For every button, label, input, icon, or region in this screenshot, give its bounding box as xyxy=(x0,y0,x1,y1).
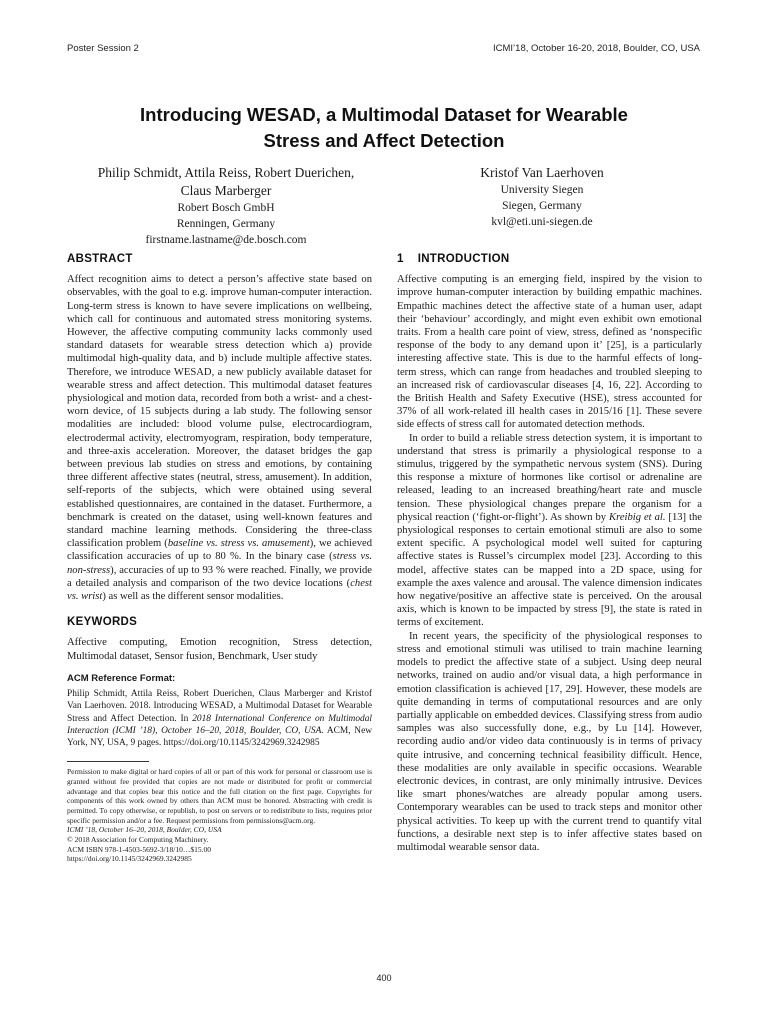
author-city: Siegen, Germany xyxy=(502,200,582,212)
permission-isbn: ACM ISBN 978-1-4503-5692-3/18/10…$15.00 xyxy=(67,844,211,854)
title-line-1: Introducing WESAD, a Multimodal Dataset for Wearable xyxy=(140,104,628,125)
permission-copyright: © 2018 Association for Computing Machinery. xyxy=(67,835,209,845)
introduction-heading: 1 INTRODUCTION xyxy=(397,253,510,265)
author-names-1: Philip Schmidt, Attila Reiss, Robert Duerichen, xyxy=(97,165,355,180)
author-org: Robert Bosch GmbH xyxy=(177,202,275,214)
footnote-divider xyxy=(67,761,149,762)
author-email: firstname.lastname@de.bosch.com xyxy=(145,234,307,246)
title-line-2: Stress and Affect Detection xyxy=(263,130,505,151)
acm-reference-heading: ACM Reference Format: xyxy=(67,672,176,684)
author-name: Kristof Van Laerhoven xyxy=(480,165,604,180)
intro-paragraph-1: Affective computing is an emerging field, inspired by the vision to improve human-computer interaction by building empathic machines. Empathic machines detect the affective state of a human user, adapt their ‘behaviour’ accordingly, and might even exhibit own emotional traits. From a health care point of view, stress, defined as ‘nonspecific response of the body to any demand upon it’ [25], is a particularly interesting affective state. This is due to the harmful effects of long-term stress, which can range from headaches and troubled sleeping to an increased risk of cardiovascular diseases [4, 16, 22]. According to the British Health and Safety Executive (HSE), stress accounted for 37% of all work-related ill health cases in 2015/16 [1]. These severe side effects of stress call for automated detection methods. xyxy=(397,274,702,431)
author-block-left xyxy=(67,164,385,248)
intro-paragraph-2: In order to build a reliable stress detection system, it is important to understand that stress is primarily a physiological response to a stimulus, triggered by the sympathetic nervous system (SNS). During this response a mixture of hormones like cortisol or adrenaline are released, leading to an increased breathing/heart rate and muscle tension. These physiological changes prepare the organism for a physical reaction (‘fight-or-flight’). As shown by Kreibig et al. [13] the physiological responses to certain emotional stimuli are also to some extent specific. A psychological model well suited for capturing affective states is Russel’s circumplex model [23]. According to this model, affective states can be mapped into a 2D space, using for example the axes valence and arousal. The valence dimension indicates how negative/positive an affective state is perceived. On the arousal axis, which is known to be impacted by stress [9], the state is rated in terms of excitement. xyxy=(397,432,702,629)
permission-venue: ICMI ’18, October 16–20, 2018, Boulder, CO, USA xyxy=(67,825,222,835)
acm-reference-text: Philip Schmidt, Attila Reiss, Robert Duerichen, Claus Marberger and Kristof Van Laerhoven. 2018. Introducing WESAD, a Multimodal Dataset for Wearable Stress and Affect Detection. In 2018 International Conference on Multimodal Interaction (ICMI ’18), October 16–20, 2018, Boulder, CO, USA. ACM, New York, NY, USA, 9 pages. https://doi.org/10.1145/3242969.3242985 xyxy=(67,689,373,748)
author-block-right xyxy=(383,164,701,230)
right-column xyxy=(397,253,702,854)
running-header-right: ICMI’18, October 16-20, 2018, Boulder, CO, USA xyxy=(493,43,700,54)
permission-doi: https://doi.org/10.1145/3242969.3242985 xyxy=(67,854,192,864)
paper-title xyxy=(67,102,701,154)
author-email: kvl@eti.uni-siegen.de xyxy=(491,216,593,228)
running-header-left: Poster Session 2 xyxy=(67,43,139,54)
abstract-heading: ABSTRACT xyxy=(67,253,133,265)
author-city: Renningen, Germany xyxy=(176,218,276,230)
keywords-text: Affective computing, Emotion recognition, Stress detection, Multimodal dataset, Sensor fusion, Benchmark, User study xyxy=(67,637,372,662)
left-column xyxy=(67,253,372,864)
author-org: University Siegen xyxy=(500,184,584,196)
abstract-text: Affect recognition aims to detect a person’s affective state based on observables, with the goal to e.g. improve human-computer interaction. Long-term stress is known to have severe implications on wellbeing, which call for continuous and automated stress monitoring systems. However, the affective computing community lacks commonly used standard datasets for wearable stress detection which a) provide multimodal high-quality data, and b) include multiple affective states. Therefore, we introduce WESAD, a new publicly available dataset for wearable stress and affect detection. This multimodal dataset features physiological and motion data, recorded from both a wrist- and a chest-worn device, of 15 subjects during a lab study. The following sensor modalities are included: blood volume pulse, electrocardiogram, electrodermal activity, electromyogram, respiration, body temperature, and three-axis acceleration. Moreover, the dataset bridges the gap between previous lab studies on stress and emotions, by containing three different affective states (neutral, stress, amusement). In addition, self-reports of the subjects, which were obtained using several established questionnaires, are contained in the dataset. Furthermore, a benchmark is created on the dataset, using well-known features and standard machine learning methods. Considering the three-class classification problem (baseline vs. stress vs. amusement), we achieved classification accuracies of up to 80 %. In the binary case (stress vs. non-stress), accuracies of up to 93 % were reached. Finally, we provide a detailed analysis and comparison of the two device locations (chest vs. wrist) as well as the different sensor modalities. xyxy=(67,274,372,603)
author-names-2: Claus Marberger xyxy=(180,183,272,198)
intro-paragraph-3: In recent years, the specificity of the physiological responses to stress and emotional stimuli was utilised to train machine learning models to predict the affective state of a subject. Using deep neural networks, trained on audio and/or visual data, a high performance in emotion classification is achieved [17, 29]. However, these models are quite demanding in terms of computational resources and are only partially applicable on embedded devices. Classifying stress from audio samples was also successfully done, e.g., by Lu [14]. However, recording audio and/or video data continuously is in terms of privacy quite intrusive, and concerning technical feasibility difficult. Hence, these modalities are only available in specific occasions. Wearable electronic devices, in contrast, are only minimally intrusive. Devices like smart phones/watches are already popular among users. Contemporary wearables can be used to track steps and monitor other physical activities. To keep up with the current trend to quantify vital functions, a desirable next step is to infer affective states based on multimodal wearable sensor data. xyxy=(397,630,702,853)
page-number: 400 xyxy=(376,973,392,983)
keywords-heading: KEYWORDS xyxy=(67,616,138,629)
permission-notice: Permission to make digital or hard copies of all or part of this work for personal or classroom use is granted without fee provided that copies are not made or distributed for profit or commercial advantage and that copies bear this notice and the full citation on the first page. Copyrights for components of this work owned by others than ACM must be honored. Abstracting with credit is permitted. To copy otherwise, or republish, to post on servers or to redistribute to lists, requires prior specific permission and/or a fee. Request permissions from permissions@acm.org. xyxy=(67,767,372,825)
